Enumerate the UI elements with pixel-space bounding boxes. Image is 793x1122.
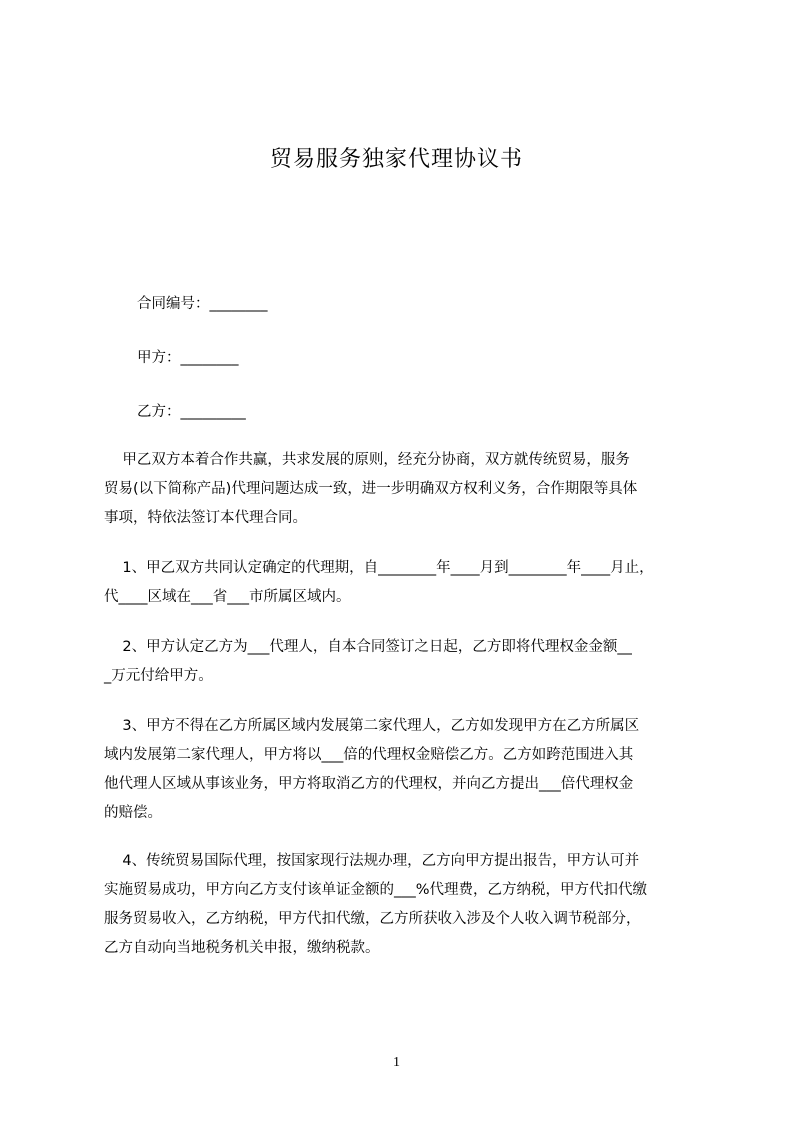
paragraph-line: 4、传统贸易国际代理，按国家现行法规办理，乙方向甲方提出报告，甲方认可并 (104, 853, 640, 869)
paragraph-line: 域内发展第二家代理人，甲方将以___倍的代理权金赔偿乙方。乙方如跨范围进入其 (104, 747, 634, 763)
paragraph-line: 乙方自动向当地税务机关申报，缴纳税款。 (104, 940, 380, 956)
paragraph-line: 3、甲方不得在乙方所属区域内发展第二家代理人，乙方如发现甲方在乙方所属区 (104, 718, 640, 734)
paragraph-line: 事项，特依法签订本代理合同。 (104, 510, 307, 526)
paragraph-line: 甲乙双方本着合作共赢，共求发展的原则，经充分协商，双方就传统贸易，服务 (104, 452, 630, 468)
intro-paragraph (104, 446, 718, 533)
paragraph-line: 贸易(以下简称产品)代理问题达成一致，进一步明确双方权利义务，合作期限等具体 (104, 481, 638, 497)
party-b-field: 乙方：_________ (137, 404, 246, 420)
paragraph-line: _万元付给甲方。 (104, 668, 213, 684)
paragraph-line: 实施贸易成功，甲方向乙方支付该单证金额的___%代理费，乙方纳税，甲方代扣代缴 (104, 882, 648, 898)
party-a-field: 甲方：________ (137, 350, 239, 366)
page-number: 1 (393, 1055, 400, 1070)
paragraph-line: 代____区域在___省___市所属区域内。 (104, 589, 351, 605)
clause-4-paragraph (104, 847, 718, 963)
paragraph-line: 2、甲方认定乙方为___代理人，自本合同签订之日起，乙方即将代理权金金额__ (104, 639, 632, 655)
clause-3-paragraph (104, 712, 718, 828)
paragraph-line: 1、甲乙双方共同认定确定的代理期，自________年____月到________年____月止， (104, 560, 654, 576)
paragraph-line: 的赔偿。 (104, 805, 162, 821)
document-title: 贸易服务独家代理协议书 (269, 147, 523, 172)
clause-1-paragraph (104, 554, 718, 612)
paragraph-line: 他代理人区域从事该业务，甲方将取消乙方的代理权，并向乙方提出___倍代理权金 (104, 776, 634, 792)
paragraph-line: 服务贸易收入，乙方纳税，甲方代扣代缴，乙方所获收入涉及个人收入调节税部分， (104, 911, 641, 927)
contract-number-field: 合同编号：________ (137, 296, 268, 312)
clause-2-paragraph (104, 633, 718, 691)
